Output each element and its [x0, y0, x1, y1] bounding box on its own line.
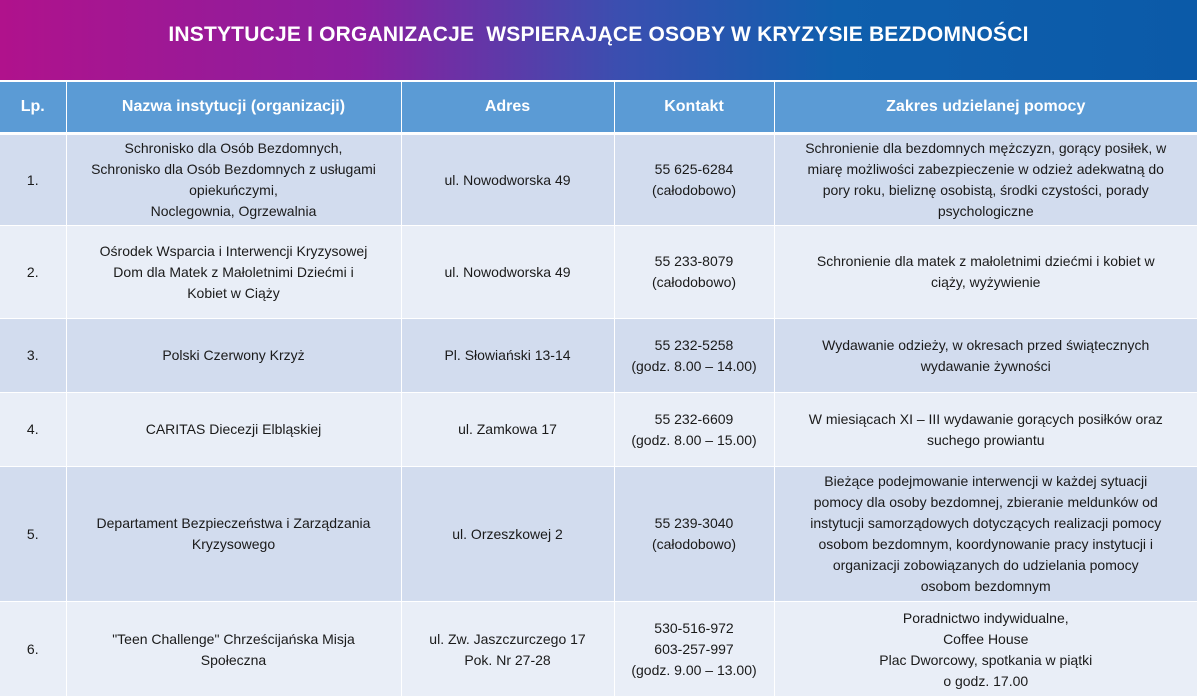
cell-text: 55 239-3040 — [654, 515, 734, 531]
cell-text: 530-516-972 — [654, 620, 734, 636]
cell-text: osobom bezdomnym, koordynowanie pracy instytucji i — [818, 536, 1154, 552]
table-row — [0, 602, 1197, 696]
cell-text: Noclegownia, Ogrzewalnia — [150, 203, 317, 219]
header-contact: Kontakt — [614, 82, 774, 134]
cell-text: (całodobowo) — [651, 274, 737, 290]
table-row — [0, 226, 1197, 319]
cell-name — [66, 319, 401, 393]
institutions-table — [0, 82, 1197, 696]
page-title: INSTYTUCJE I ORGANIZACJE WSPIERAJĄCE OSOBY W KRYZYSIE BEZDOMNOŚCI — [168, 23, 1029, 46]
cell-address — [401, 467, 614, 602]
cell-text: instytucji samorządowych dotyczących realizacji pomocy — [810, 515, 1162, 531]
cell-text: Dom dla Matek z Małoletnimi Dziećmi i — [113, 263, 354, 280]
header-address: Adres — [401, 82, 614, 134]
table-row — [0, 319, 1197, 393]
cell-lp: 1. — [0, 134, 66, 226]
cell-text: Bieżące podejmowanie interwencji w każdej sytuacji — [824, 473, 1148, 489]
title-banner — [0, 0, 1197, 80]
cell-text: 603-257-997 — [654, 641, 734, 657]
cell-text: ul. Nowodworska 49 — [444, 171, 571, 188]
cell-text: CARITAS Diecezji Elbląskiej — [145, 421, 322, 437]
header-lp: Lp. — [0, 82, 66, 134]
cell-text: wydawanie żywności — [920, 357, 1051, 374]
cell-text: (całodobowo) — [651, 182, 737, 198]
cell-text: Pl. Słowiański 13-14 — [444, 347, 571, 363]
cell-lp: 3. — [0, 319, 66, 393]
cell-text: ul. Orzeszkowej 2 — [452, 525, 563, 542]
cell-text: Pok. Nr 27-28 — [464, 651, 551, 668]
cell-text: (całodobowo) — [651, 536, 737, 552]
cell-address — [401, 602, 614, 696]
cell-name — [66, 226, 401, 319]
cell-lp: 2. — [0, 226, 66, 319]
cell-text: Polski Czerwony Krzyż — [162, 347, 305, 363]
cell-text: miarę możliwości zabezpieczenie w odzież adekwatną do — [807, 161, 1164, 177]
header-name: Nazwa instytucji (organizacji) — [66, 82, 401, 134]
cell-text: Wydawanie odzieży, w okresach przed świątecznych — [822, 336, 1150, 353]
cell-text: (godz. 8.00 – 15.00) — [631, 431, 757, 448]
cell-address — [401, 134, 614, 226]
cell-text: 55 625-6284 — [654, 161, 734, 177]
cell-text: pory roku, bieliznę osobistą, środki czystości, porady — [822, 182, 1149, 198]
cell-text: pomocy dla osoby bezdomnej, zbieranie meldunków od — [813, 494, 1158, 510]
cell-text: (godz. 8.00 – 14.00) — [631, 357, 757, 374]
cell-text: osobom bezdomnym — [920, 578, 1051, 594]
cell-contact — [614, 393, 774, 467]
cell-contact — [614, 602, 774, 696]
cell-contact — [614, 319, 774, 393]
cell-text: ul. Nowodworska 49 — [444, 263, 571, 280]
cell-text: Coffee House — [943, 630, 1029, 647]
cell-text: opiekuńczymi, — [189, 182, 278, 198]
cell-text: suchego prowiantu — [926, 431, 1045, 448]
table-row — [0, 467, 1197, 602]
cell-text: 55 232-6609 — [654, 410, 734, 427]
cell-scope — [774, 226, 1197, 319]
cell-scope — [774, 134, 1197, 226]
cell-text: Schronisko dla Osób Bezdomnych, — [124, 140, 343, 156]
cell-name — [66, 134, 401, 226]
cell-scope — [774, 319, 1197, 393]
cell-name — [66, 467, 401, 602]
cell-text: Departament Bezpieczeństwa i Zarządzania — [96, 515, 371, 531]
cell-contact — [614, 134, 774, 226]
cell-name — [66, 602, 401, 696]
cell-lp: 5. — [0, 467, 66, 602]
cell-text: Schronisko dla Osób Bezdomnych z usługami — [91, 161, 376, 177]
cell-contact — [614, 226, 774, 319]
cell-lp: 6. — [0, 602, 66, 696]
cell-contact — [614, 467, 774, 602]
cell-address — [401, 226, 614, 319]
table-row — [0, 134, 1197, 226]
cell-text: (godz. 9.00 – 13.00) — [631, 662, 757, 678]
cell-text: Społeczna — [200, 651, 267, 668]
cell-lp: 4. — [0, 393, 66, 467]
cell-address — [401, 393, 614, 467]
cell-text: o godz. 17.00 — [943, 672, 1029, 689]
cell-text: ul. Zamkowa 17 — [458, 421, 557, 437]
cell-text: Schronienie dla bezdomnych mężczyzn, gorący posiłek, w — [805, 140, 1167, 156]
cell-text: 55 232-5258 — [654, 336, 734, 353]
table-row — [0, 393, 1197, 467]
cell-text: 55 233-8079 — [654, 253, 734, 269]
table-header-row — [0, 82, 1197, 134]
cell-text: organizacji zobowiązanych do udzielania pomocy — [832, 557, 1139, 573]
cell-text: psychologiczne — [937, 203, 1034, 219]
cell-text: Kobiet w Ciąży — [187, 284, 280, 301]
cell-scope — [774, 467, 1197, 602]
cell-text: Ośrodek Wsparcia i Interwencji Kryzysowej — [99, 242, 368, 259]
cell-text: ciąży, wyżywienie — [931, 274, 1041, 290]
cell-address — [401, 319, 614, 393]
cell-text: Kryzysowego — [191, 536, 276, 552]
cell-text: Schronienie dla matek z małoletnimi dziećmi i kobiet w — [816, 253, 1155, 269]
cell-text: Plac Dworcowy, spotkania w piątki — [879, 651, 1093, 668]
cell-text: W miesiącach XI – III wydawanie gorących posiłków oraz — [808, 410, 1163, 427]
cell-text: "Teen Challenge" Chrześcijańska Misja — [112, 630, 355, 647]
cell-name — [66, 393, 401, 467]
cell-text: Poradnictwo indywidualne, — [902, 609, 1069, 626]
header-scope: Zakres udzielanej pomocy — [774, 82, 1197, 134]
cell-text: ul. Zw. Jaszczurczego 17 — [429, 630, 586, 647]
cell-scope — [774, 602, 1197, 696]
cell-scope — [774, 393, 1197, 467]
